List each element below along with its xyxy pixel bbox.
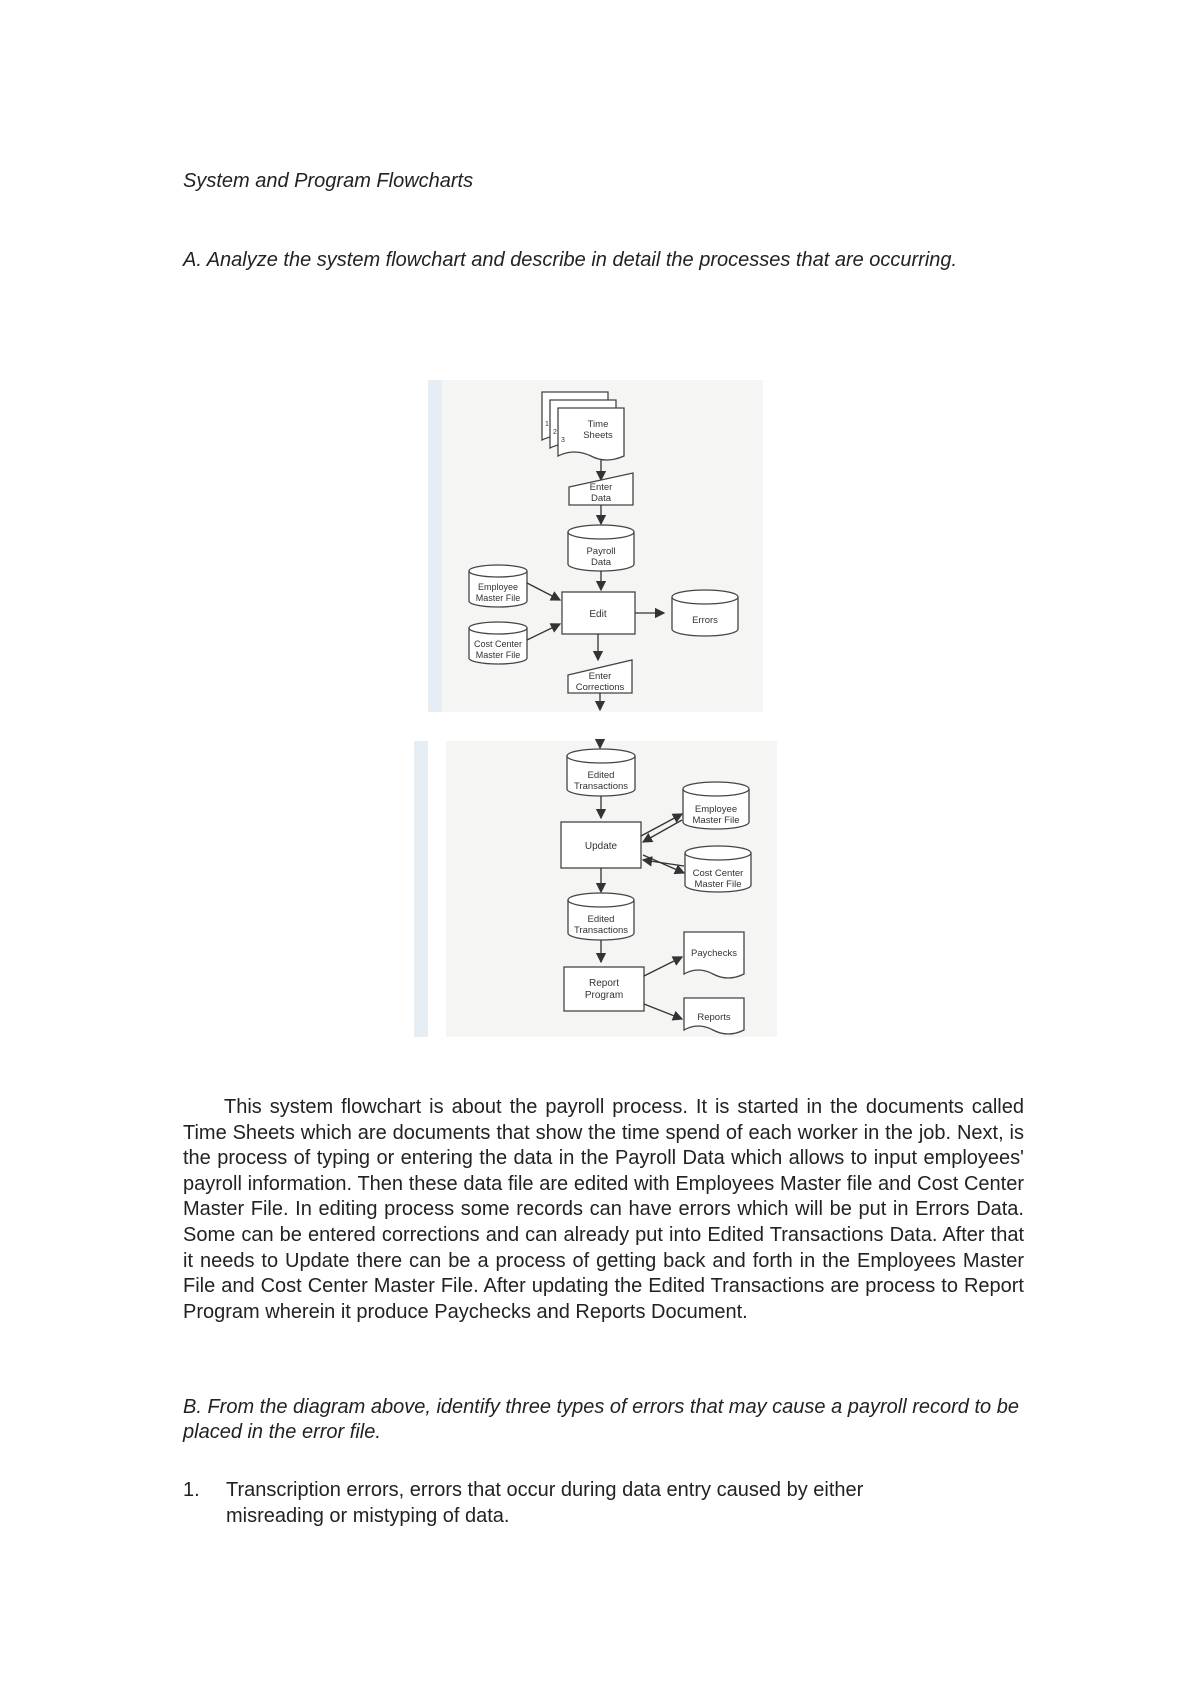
report-program-label: Report [588, 978, 620, 989]
edit-process [562, 592, 635, 634]
employee-master-label: Master File [475, 593, 521, 603]
errors-label: Errors [692, 615, 718, 626]
enter-corrections-input [568, 660, 632, 693]
edited-transactions-disk [568, 893, 634, 940]
edited-transactions-label: Edited [587, 914, 615, 925]
enter-data-label: Data [590, 493, 612, 504]
cost-center-master-file-disk [685, 846, 751, 892]
employee-master-label: Master File [692, 815, 740, 826]
paychecks-document [684, 932, 744, 978]
cost-center-master-label: Master File [475, 650, 521, 660]
employee-master-file-disk [683, 782, 749, 829]
edit-label: Edit [589, 609, 607, 620]
enter-data-label: Enter [589, 482, 613, 493]
sheet-number: 1 [545, 421, 549, 428]
cost-center-master-file-disk [469, 622, 527, 664]
edited-transactions-label: Edited [587, 770, 615, 781]
sheet-number: 3 [561, 437, 565, 444]
enter-corrections-label: Enter [588, 671, 612, 682]
payroll-data-disk [568, 525, 634, 571]
employee-master-file-disk [469, 565, 527, 607]
cost-center-master-label: Cost Center [692, 868, 744, 879]
question-a: A. Analyze the system flowchart and describe in detail the processes that are occurring. [183, 249, 958, 271]
report-program-label: Program [584, 990, 624, 1001]
reports-document [684, 998, 744, 1034]
payroll-data-label: Data [590, 557, 612, 568]
payroll-data-label: Payroll [586, 546, 616, 557]
cost-center-master-label: Master File [694, 879, 742, 890]
list-item-number: 1. [183, 1479, 200, 1501]
time-sheets-label: Time [587, 419, 609, 430]
sheet-number: 2 [553, 429, 557, 436]
answer-a-paragraph: This system flowchart is about the payroll process. It is started in the documents called Time Sheets which are documents that show the time spend of each worker in the job. Next, is the process of typing or entering the data in the Payroll Data which allows to input employees' payroll information. Then these data file are edited with Employees Master file and Cost Center Master File. In editing process some records can have errors which will be put in Errors Data. Some can be entered corrections and can already put into Edited Transactions Data. After that it needs to Update there can be a process of getting back and forth in the Employees Master File and Cost Center Master File. After updating the Edited Transactions are process to Report Program wherein it produce Paychecks and Reports Document. [183, 1096, 1024, 1323]
edited-transactions-disk [567, 749, 635, 796]
employee-master-label: Employee [694, 804, 738, 815]
question-b: B. From the diagram above, identify three types of errors that may cause a payroll record to be placed in the error file. [183, 1396, 1019, 1443]
update-process [561, 822, 641, 868]
employee-master-label: Employee [477, 582, 519, 592]
paychecks-label: Paychecks [691, 948, 737, 959]
page-title: System and Program Flowcharts [183, 170, 474, 192]
edited-transactions-label: Transactions [573, 925, 629, 936]
cost-center-master-label: Cost Center [473, 639, 523, 649]
edited-transactions-label: Transactions [573, 781, 629, 792]
time-sheets-label: Sheets [583, 430, 613, 441]
list-item-text: Transcription errors, errors that occur during data entry caused by either misreading or mistyping of data. [226, 1479, 864, 1527]
reports-label: Reports [697, 1012, 731, 1023]
enter-corrections-label: Corrections [575, 682, 625, 693]
errors-disk [672, 590, 738, 636]
update-label: Update [584, 841, 618, 852]
time-sheets-document [542, 392, 624, 460]
report-program-process [564, 967, 644, 1011]
